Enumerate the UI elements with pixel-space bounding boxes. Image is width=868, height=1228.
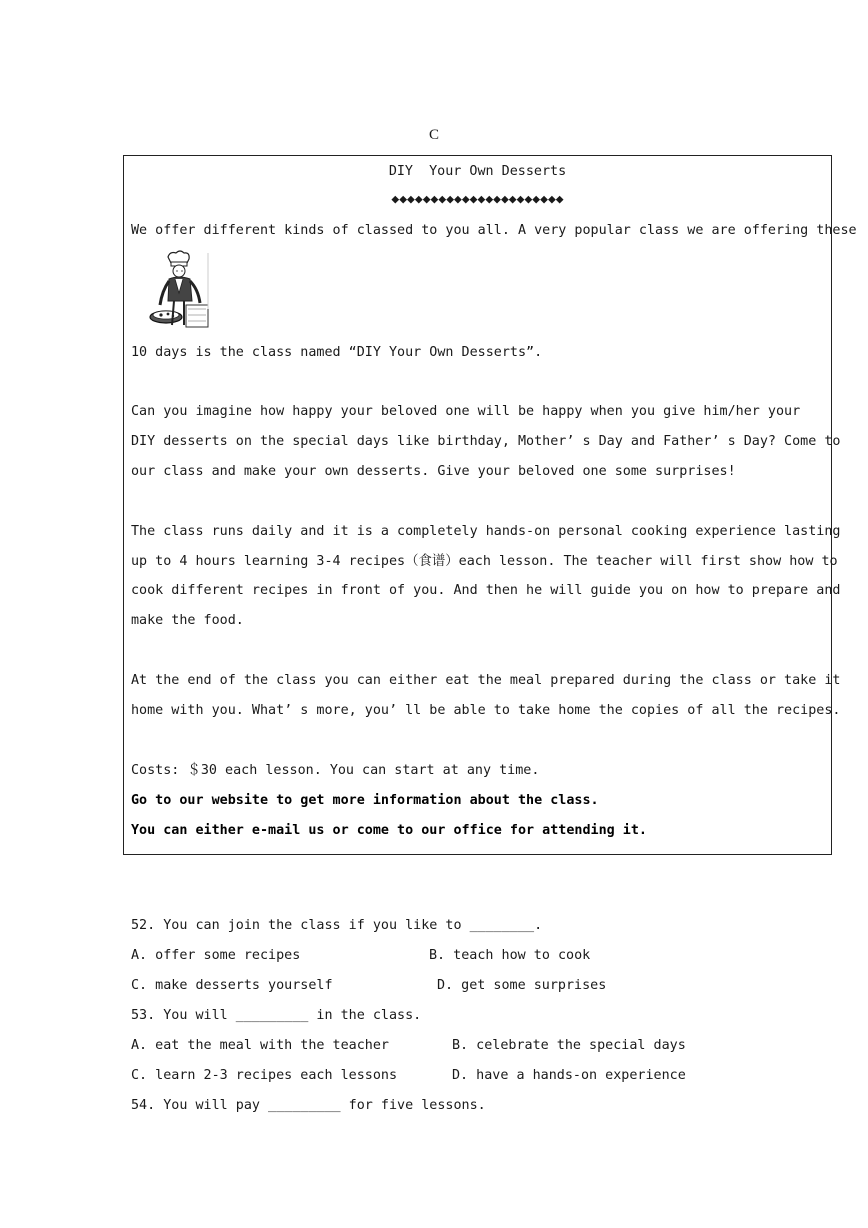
ad-paragraph-3-line-4: make the food.	[131, 613, 244, 628]
ad-paragraph-2-line-2: DIY desserts on the special days like birthday, Mother’ s Day and Father’ s Day? Come to	[131, 434, 841, 449]
ad-paragraph-2-line-3: our class and make your own desserts. Give your beloved one some surprises!	[131, 464, 736, 479]
question-53-option-c: C. learn 2-3 recipes each lessons	[131, 1068, 398, 1083]
question-53-option-d: D. have a hands-on experience	[452, 1068, 686, 1083]
chef-cooking-icon	[148, 249, 212, 333]
ad-intro-line-2: 10 days is the class named “DIY Your Own Desserts”.	[131, 345, 543, 360]
ad-website-note: Go to our website to get more information about the class.	[131, 793, 599, 808]
ad-paragraph-3-line-2: up to 4 hours learning 3-4 recipes（食谱）each lesson. The teacher will first show how to	[131, 554, 838, 569]
question-52-stem: 52. You can join the class if you like to ________.	[131, 918, 543, 933]
ad-paragraph-2-line-1: Can you imagine how happy your beloved one will be happy when you give him/her your	[131, 404, 801, 419]
diamond-divider: ◆◆◆◆◆◆◆◆◆◆◆◆◆◆◆◆◆◆◆◆◆◆	[391, 192, 564, 207]
ad-contact-note: You can either e-mail us or come to our office for attending it.	[131, 823, 647, 838]
ad-paragraph-3-line-1: The class runs daily and it is a completely hands-on personal cooking experience lasting	[131, 524, 841, 539]
section-letter: C	[428, 127, 439, 143]
advertisement-box	[123, 155, 832, 855]
ad-paragraph-4-line-2: home with you. What’ s more, you’ ll be able to take home the copies of all the recipes.	[131, 703, 841, 718]
ad-intro-line-1: We offer different kinds of classed to you all. A very popular class we are offering these	[131, 223, 857, 238]
question-53-option-b: B. celebrate the special days	[452, 1038, 686, 1053]
question-52-option-c: C. make desserts yourself	[131, 978, 333, 993]
question-53-option-a: A. eat the meal with the teacher	[131, 1038, 389, 1053]
ad-paragraph-3-line-3: cook different recipes in front of you. And then he will guide you on how to prepare and	[131, 583, 841, 598]
question-52-option-d: D. get some surprises	[437, 978, 607, 993]
ad-costs: Costs: ＄30 each lesson. You can start at any time.	[131, 763, 540, 778]
question-52-option-b: B. teach how to cook	[429, 948, 591, 963]
question-53-stem: 53. You will _________ in the class.	[131, 1008, 422, 1023]
question-52-option-a: A. offer some recipes	[131, 948, 301, 963]
ad-title: DIY Your Own Desserts	[388, 164, 567, 179]
question-54-stem: 54. You will pay _________ for five lessons.	[131, 1098, 486, 1113]
ad-paragraph-4-line-1: At the end of the class you can either eat the meal prepared during the class or take it	[131, 673, 841, 688]
